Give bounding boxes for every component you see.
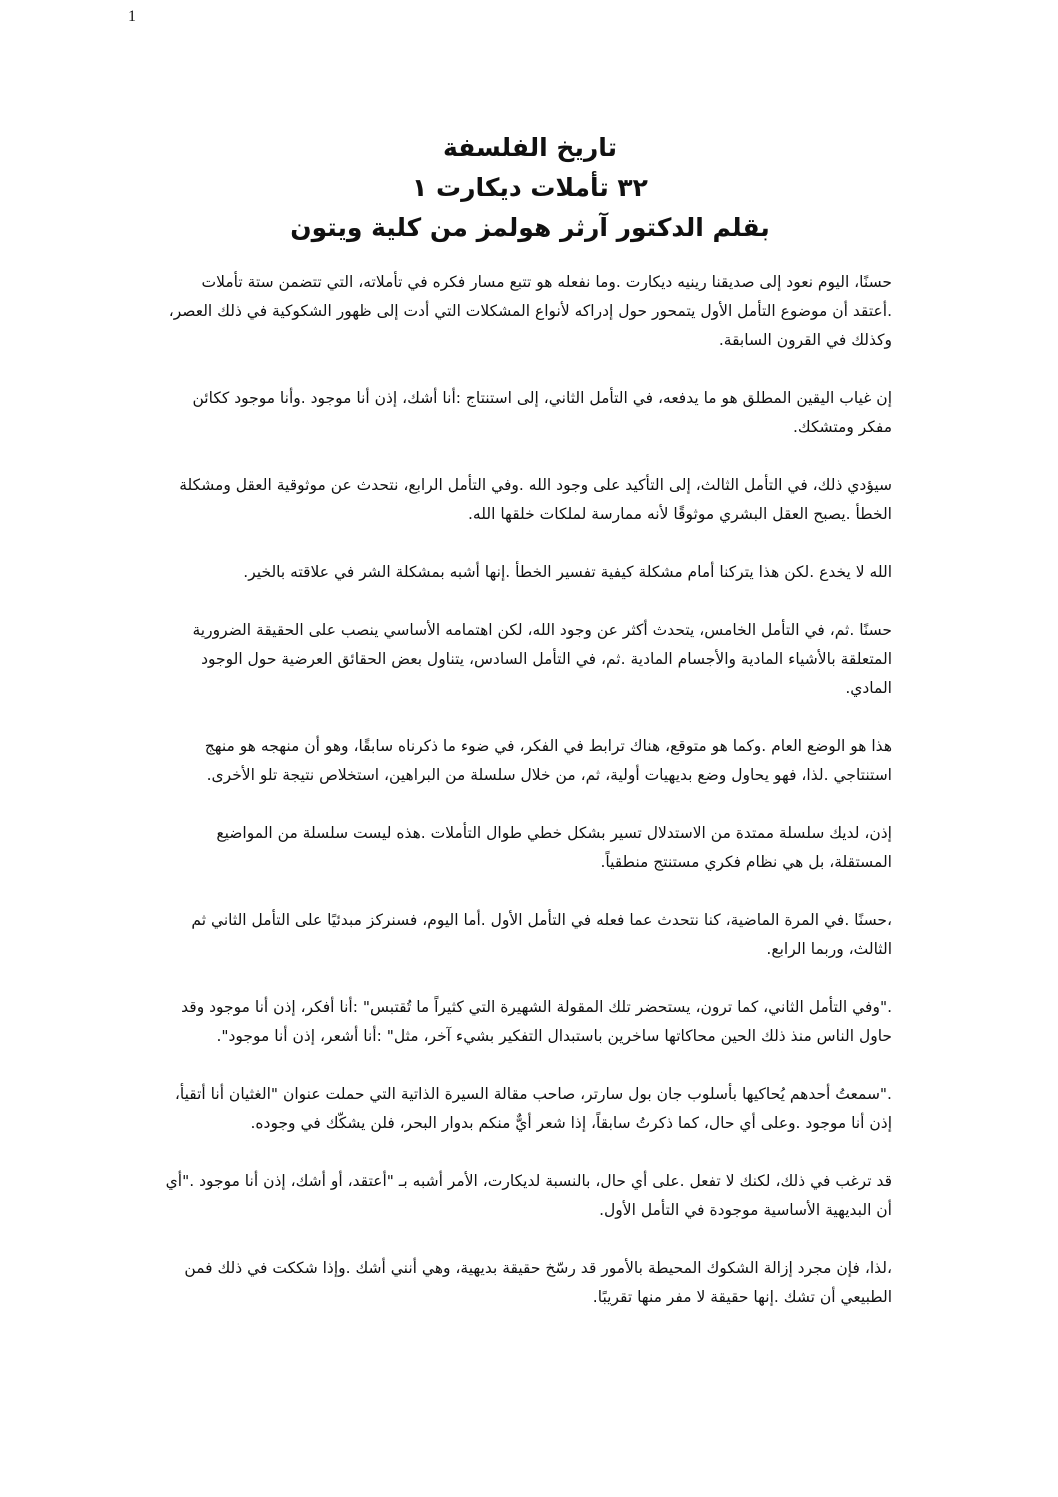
paragraph: إذن، لديك سلسلة ممتدة من الاستدلال تسير بشكل خطي طوال التأملات .هذه ليست سلسلة من المواضيع المستقلة، بل هي نظام فكري مستنتج منطقياً.	[216, 824, 892, 871]
paragraph: ،لذا، فإن مجرد إزالة الشكوك المحيطة بالأمور قد رسّخ حقيقة بديهية، وهي أنني أشك .وإذا شككت في ذلك فمن الطبيعي أن تشك .إنها حقيقة لا مفر منها تقريبًا.	[184, 1259, 892, 1306]
document-body	[162, 268, 892, 1341]
paragraph: إن غياب اليقين المطلق هو ما يدفعه، في التأمل الثاني، إلى استنتاج :أنا أشك، إذن أنا موجود .وأنا موجود ككائن مفكر ومتشكك.	[192, 389, 892, 436]
paragraph: الله لا يخدع .لكن هذا يتركنا أمام مشكلة كيفية تفسير الخطأ .إنها أشبه بمشكلة الشر في علاقته بالخير.	[243, 563, 892, 581]
document-title	[150, 128, 910, 248]
paragraph: ."وفي التأمل الثاني، كما ترون، يستحضر تلك المقولة الشهيرة التي كثيراً ما تُقتبس" :أنا أفكر، إذن أنا موجود وقد حاول الناس منذ ذلك الحين محاكاتها ساخرين باستبدال التفكير بشيء آخر، مثل" :أنا أشعر، إذن أنا موجود".	[181, 998, 892, 1045]
title-line-3: بقلم الدكتور آرثر هولمز من كلية ويتون	[290, 213, 770, 242]
paragraph: سيؤدي ذلك، في التأمل الثالث، إلى التأكيد على وجود الله .وفي التأمل الرابع، نتحدث عن موثوقية العقل ومشكلة الخطأ .يصبح العقل البشري موثوقًا لأنه ممارسة لملكات خلقها الله.	[179, 476, 892, 523]
paragraph: قد ترغب في ذلك، لكنك لا تفعل .على أي حال، بالنسبة لديكارت، الأمر أشبه بـ "أعتقد، أو أشك، إذن أنا موجود ."أي أن البديهية الأساسية موجودة في التأمل الأول.	[165, 1172, 892, 1219]
title-line-2: ٣٢ تأملات ديكارت ١	[412, 173, 648, 202]
paragraph: ،حسنًا .في المرة الماضية، كنا نتحدث عما فعله في التأمل الأول .أما اليوم، فسنركز مبدئيًا على التأمل الثاني ثم الثالث، وربما الرابع.	[191, 911, 892, 958]
paragraph: هذا هو الوضع العام .وكما هو متوقع، هناك ترابط في الفكر، في ضوء ما ذكرناه سابقًا، وهو أن منهجه هو منهج استنتاجي .لذا، فهو يحاول وضع بديهيات أولية، ثم، من خلال سلسلة من البراهين، استخلاص نتيجة تلو الأخرى.	[204, 737, 892, 784]
paragraph: حسنًا .ثم، في التأمل الخامس، يتحدث أكثر عن وجود الله، لكن اهتمامه الأساسي ينصب على الحقيقة الضرورية المتعلقة بالأشياء المادية والأجسام المادية .ثم، في التأمل السادس، يتناول بعض الحقائق العرضية حول الوجود المادي.	[192, 621, 892, 697]
paragraph: حسنًا، اليوم نعود إلى صديقنا رينيه ديكارت .وما نفعله هو تتبع مسار فكره في تأملاته، التي تتضمن ستة تأملات .أعتقد أن موضوع التأمل الأول يتمحور حول إدراكه لأنواع المشكلات التي أدت إلى ظهور الشكوكية في ذلك العصر، وكذلك في القرون السابقة.	[168, 273, 892, 349]
paragraph: ."سمعتُ أحدهم يُحاكيها بأسلوب جان بول سارتر، صاحب مقالة السيرة الذاتية التي حملت عنوان "الغثيان أنا أتقيأ، إذن أنا موجود .وعلى أي حال، كما ذكرتُ سابقاً، إذا شعر أيٌّ منكم بدوار البحر، فلن يشكّك في وجوده.	[174, 1085, 892, 1132]
page-number: 1	[128, 8, 136, 25]
title-line-1: تاريخ الفلسفة	[442, 133, 618, 162]
